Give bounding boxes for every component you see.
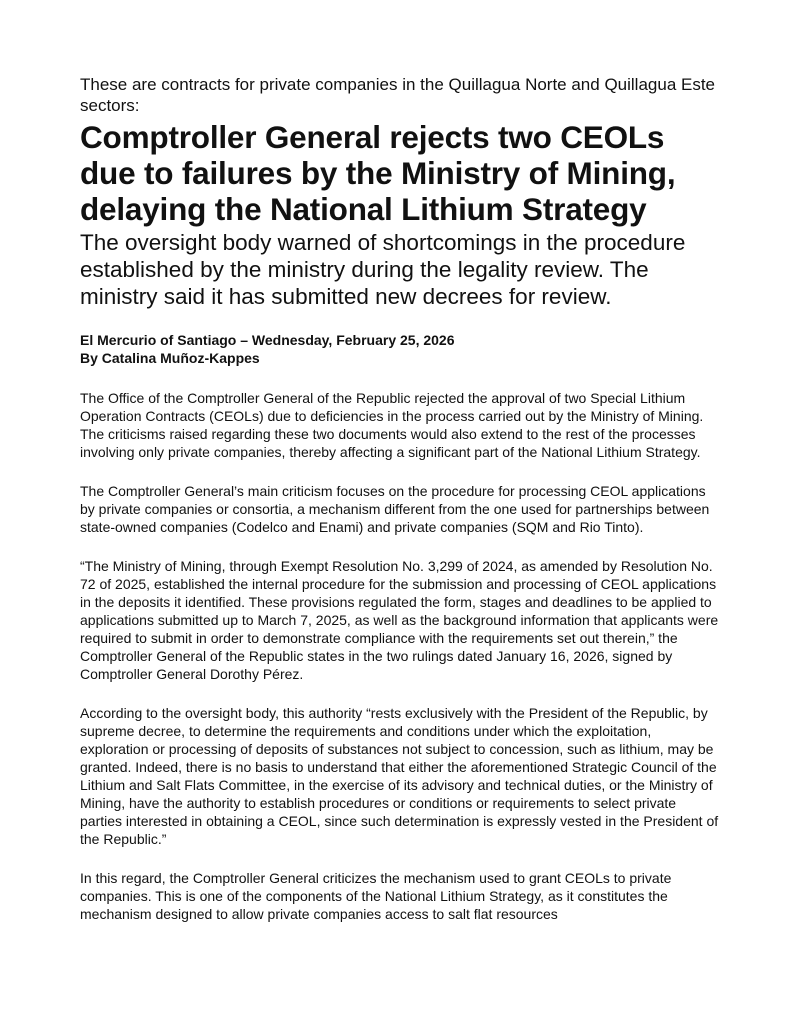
article-headline: Comptroller General rejects two CEOLs due to failures by the Ministry of Mining, delaying the National Lithium Strategy: [80, 119, 676, 227]
byline-block: [80, 331, 720, 367]
article-page: [80, 74, 720, 923]
body-paragraph: In this regard, the Comptroller General criticizes the mechanism used to grant CEOLs to private companies. This is one of the components of the National Lithium Strategy, as it constitutes the mechanism designed to allow private companies access to salt flat resources: [80, 870, 672, 922]
author-line: By Catalina Muñoz-Kappes: [80, 350, 260, 366]
body-paragraph: The Office of the Comptroller General of the Republic rejected the approval of two Special Lithium Operation Contracts (CEOLs) due to deficiencies in the process carried out by the Ministry of Mining. The criticisms raised regarding these two documents would also extend to the rest of the processes involving only private companies, thereby affecting a significant part of the National Lithium Strategy.: [80, 390, 704, 460]
article-kicker: These are contracts for private companies in the Quillagua Norte and Quillagua Este sectors:: [80, 75, 716, 115]
article-deck: The oversight body warned of shortcomings in the procedure established by the ministry during the legality review. The ministry said it has submitted new decrees for review.: [80, 230, 686, 309]
source-line: El Mercurio of Santiago – Wednesday, February 25, 2026: [80, 332, 455, 348]
body-paragraph: “The Ministry of Mining, through Exempt Resolution No. 3,299 of 2024, as amended by Resolution No. 72 of 2025, established the internal procedure for the submission and processing of CEOL applications in the deposits it identified. These provisions regulated the form, stages and deadlines to be applied to applications submitted up to March 7, 2025, as well as the background information that applicants were required to submit in order to demonstrate compliance with the requirements set out therein,” the Comptroller General of the Republic states in the two rulings dated January 16, 2026, signed by Comptroller General Dorothy Pérez.: [80, 558, 719, 682]
body-paragraph: The Comptroller General’s main criticism focuses on the procedure for processing CEOL applications by private companies or consortia, a mechanism different from the one used for partnerships between state-owned companies (Codelco and Enami) and private companies (SQM and Rio Tinto).: [80, 483, 710, 535]
body-paragraph: According to the oversight body, this authority “rests exclusively with the President of the Republic, by supreme decree, to determine the requirements and conditions under which the exploitation, exploration or processing of deposits of substances not subject to concession, such as lithium, may be granted. Indeed, there is no basis to understand that either the aforementioned Strategic Council of the Lithium and Salt Flats Committee, in the exercise of its advisory and technical duties, or the Ministry of Mining, have the authority to establish procedures or conditions or requirements to select private parties interested in obtaining a CEOL, since such determination is expressly vested in the President of the Republic.”: [80, 705, 719, 847]
